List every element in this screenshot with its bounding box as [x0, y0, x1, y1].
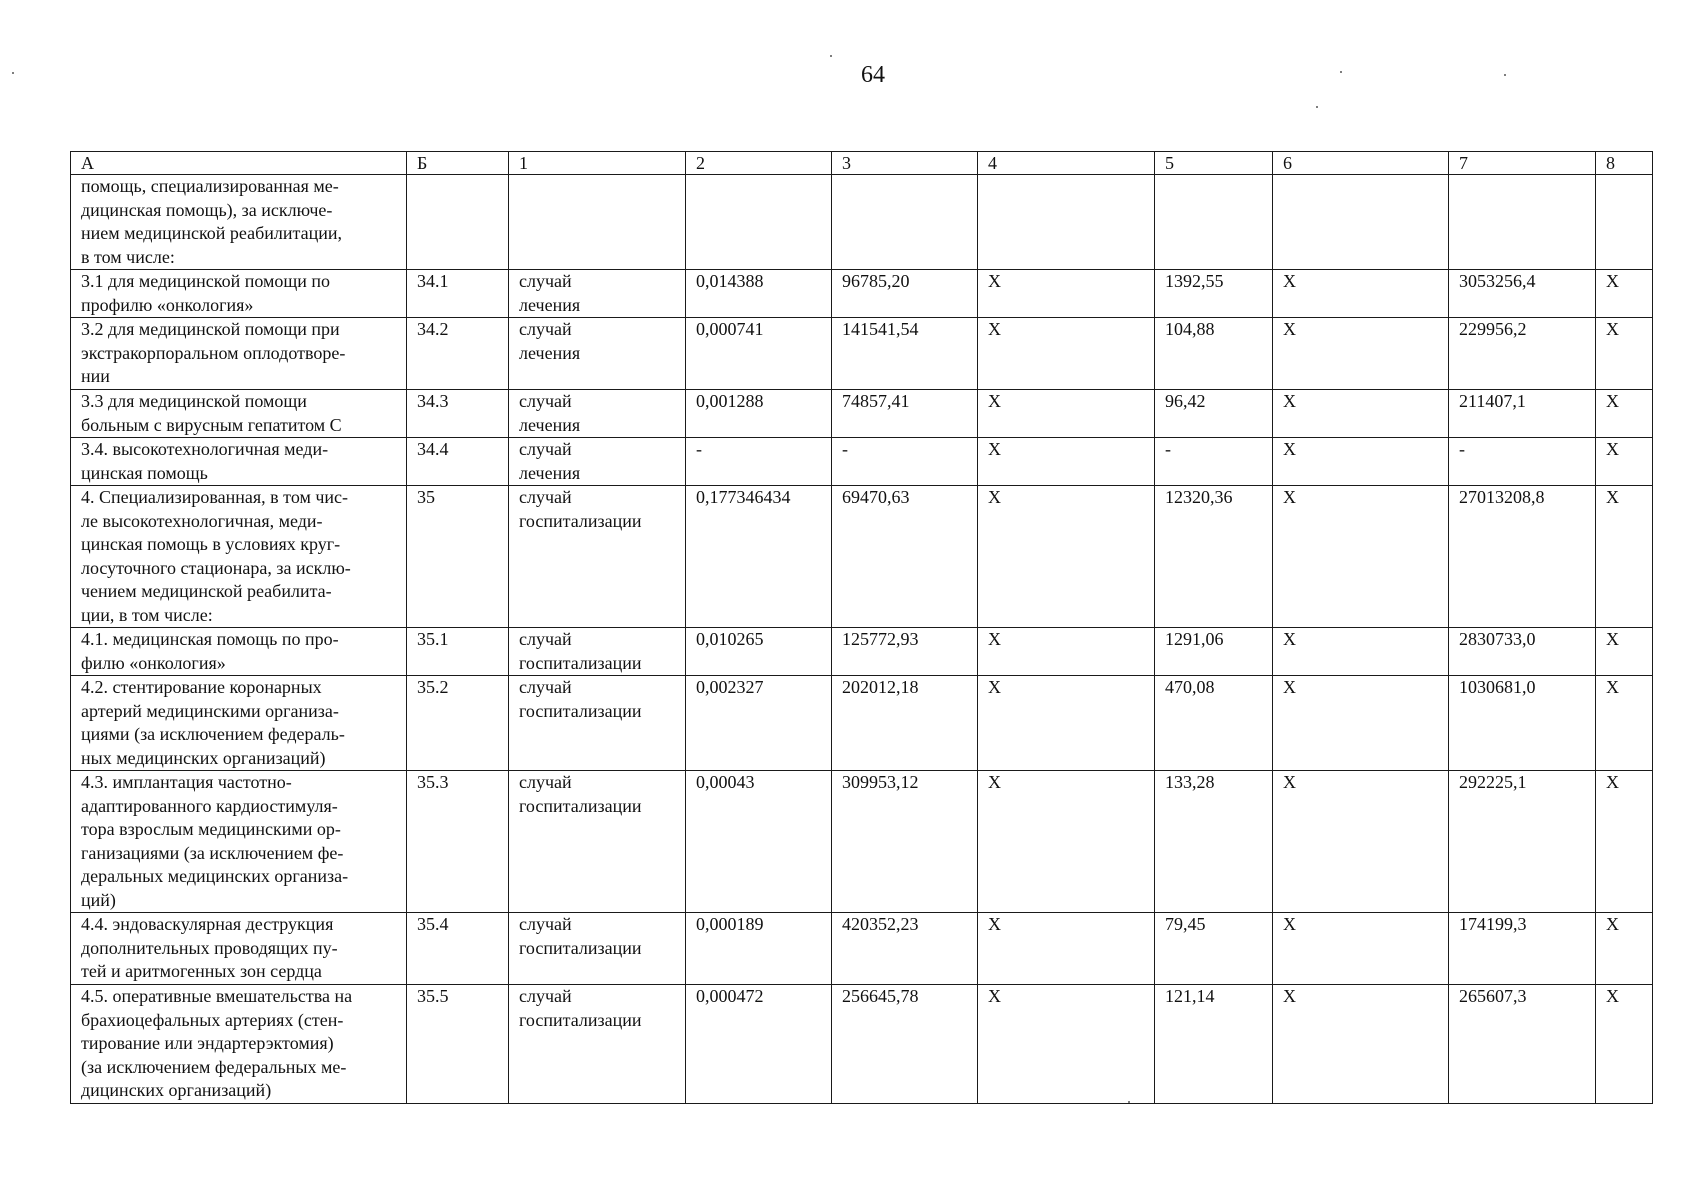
cell-col-7: 27013208,8 [1449, 486, 1596, 628]
cell-col-7: - [1449, 438, 1596, 486]
cell-name: 4.5. оперативные вмешательства на брахиоцефальных артериях (стен- тирование или эндартерэктомия) (за исключением федеральных ме- дицинских организаций) [71, 985, 407, 1104]
cell-col-8 [1596, 175, 1653, 270]
cell-col-6: Х [1273, 913, 1449, 985]
cell-col-7: 1030681,0 [1449, 676, 1596, 771]
cell-col-7: 2830733,0 [1449, 628, 1596, 676]
cell-code: 34.2 [407, 318, 509, 390]
cell-col-5: 104,88 [1155, 318, 1273, 390]
cell-name: 3.2 для медицинской помощи при экстракорпоральном оплодотворе- нии [71, 318, 407, 390]
header-cell-2: 2 [686, 152, 832, 175]
cell-col-7: 265607,3 [1449, 985, 1596, 1104]
header-row [71, 152, 1653, 175]
cell-col-6: Х [1273, 438, 1449, 486]
cell-col-8: Х [1596, 438, 1653, 486]
cell-name: 4.2. стентирование коронарных артерий медицинскими организа- циями (за исключением федераль- ных медицинских организаций) [71, 676, 407, 771]
cell-col-8: Х [1596, 985, 1653, 1104]
cell-name: помощь, специализированная ме- дицинская помощь), за исключе- нием медицинской реабилитации, в том числе: [71, 175, 407, 270]
table-row [71, 486, 1653, 628]
scan-speck [1340, 71, 1342, 73]
cell-col-5: 1291,06 [1155, 628, 1273, 676]
cell-name: 3.4. высокотехнологичная меди- цинская помощь [71, 438, 407, 486]
cell-code: 35.2 [407, 676, 509, 771]
cell-col-2: 0,00043 [686, 771, 832, 913]
cell-col-6: Х [1273, 486, 1449, 628]
cell-col-8: Х [1596, 318, 1653, 390]
cell-name: 4.4. эндоваскулярная деструкция дополнительных проводящих пу- тей и аритмогенных зон сердца [71, 913, 407, 985]
scan-speck [12, 72, 14, 74]
table-row [71, 771, 1653, 913]
cell-col-6: Х [1273, 985, 1449, 1104]
cell-col-2: 0,177346434 [686, 486, 832, 628]
cell-col-4: Х [978, 913, 1155, 985]
cell-col-5: 133,28 [1155, 771, 1273, 913]
cell-col-2: 0,010265 [686, 628, 832, 676]
cell-unit: случай госпитализации [509, 628, 686, 676]
cell-col-6: Х [1273, 270, 1449, 318]
cell-col-3: 74857,41 [832, 390, 978, 438]
cell-code: 35.1 [407, 628, 509, 676]
cell-col-6: Х [1273, 390, 1449, 438]
cell-col-5 [1155, 175, 1273, 270]
table-row [71, 676, 1653, 771]
cell-col-3 [832, 175, 978, 270]
table-row [71, 270, 1653, 318]
cell-col-2 [686, 175, 832, 270]
cell-code: 35.5 [407, 985, 509, 1104]
cell-unit: случай лечения [509, 318, 686, 390]
cell-col-2: 0,001288 [686, 390, 832, 438]
cell-col-6 [1273, 175, 1449, 270]
cell-col-8: Х [1596, 676, 1653, 771]
cell-col-6: Х [1273, 771, 1449, 913]
scan-speck [1316, 106, 1318, 108]
cell-unit: случай госпитализации [509, 985, 686, 1104]
cell-unit: случай лечения [509, 438, 686, 486]
cell-name: 4.1. медицинская помощь по про- филю «онкология» [71, 628, 407, 676]
cell-unit [509, 175, 686, 270]
scan-speck [1504, 74, 1506, 76]
cell-col-7: 211407,1 [1449, 390, 1596, 438]
cell-col-3: 309953,12 [832, 771, 978, 913]
cell-unit: случай лечения [509, 390, 686, 438]
header-cell-5: 5 [1155, 152, 1273, 175]
cell-unit: случай лечения [509, 270, 686, 318]
table-row [71, 390, 1653, 438]
cell-col-4: Х [978, 628, 1155, 676]
cell-code: 35.4 [407, 913, 509, 985]
cell-col-4 [978, 175, 1155, 270]
header-cell-8: 8 [1596, 152, 1653, 175]
cell-col-7 [1449, 175, 1596, 270]
cell-name: 4. Специализированная, в том чис- ле высокотехнологичная, меди- цинская помощь в условиях круг- лосуточного стационара, за исклю- чением медицинской реабилита- ции, в том числе: [71, 486, 407, 628]
cell-name: 3.1 для медицинской помощи по профилю «онкология» [71, 270, 407, 318]
cell-col-3: 202012,18 [832, 676, 978, 771]
table-row [71, 175, 1653, 270]
scan-speck [830, 55, 832, 57]
cell-col-3: - [832, 438, 978, 486]
header-cell-6: 6 [1273, 152, 1449, 175]
cell-col-5: 96,42 [1155, 390, 1273, 438]
cell-col-8: Х [1596, 628, 1653, 676]
cell-col-5: 470,08 [1155, 676, 1273, 771]
cell-code: 34.3 [407, 390, 509, 438]
cell-col-3: 141541,54 [832, 318, 978, 390]
table-row [71, 318, 1653, 390]
cell-col-6: Х [1273, 628, 1449, 676]
table-row [71, 913, 1653, 985]
header-cell-4: 4 [978, 152, 1155, 175]
cell-col-2: 0,000472 [686, 985, 832, 1104]
cell-unit: случай госпитализации [509, 771, 686, 913]
cell-col-5: 12320,36 [1155, 486, 1273, 628]
header-cell-b: Б [407, 152, 509, 175]
cell-code: 34.4 [407, 438, 509, 486]
cell-col-3: 256645,78 [832, 985, 978, 1104]
cell-col-4: Х [978, 771, 1155, 913]
cell-col-2: 0,014388 [686, 270, 832, 318]
cell-col-4: Х [978, 486, 1155, 628]
cell-name: 3.3 для медицинской помощи больным с вирусным гепатитом С [71, 390, 407, 438]
cell-code [407, 175, 509, 270]
cell-col-8: Х [1596, 771, 1653, 913]
cell-col-4: Х [978, 985, 1155, 1104]
cell-col-4: Х [978, 270, 1155, 318]
cell-col-2: - [686, 438, 832, 486]
cell-col-8: Х [1596, 270, 1653, 318]
cell-col-4: Х [978, 438, 1155, 486]
header-cell-3: 3 [832, 152, 978, 175]
cell-col-5: 121,14 [1155, 985, 1273, 1104]
header-cell-7: 7 [1449, 152, 1596, 175]
cell-unit: случай госпитализации [509, 676, 686, 771]
cell-unit: случай госпитализации [509, 486, 686, 628]
cell-col-6: Х [1273, 318, 1449, 390]
cell-name: 4.3. имплантация частотно- адаптированного кардиостимуля- тора взрослым медицинскими ор- ганизациями (за исключением фе- деральных медицинских организа- ций) [71, 771, 407, 913]
table-body [71, 175, 1653, 1104]
cell-col-4: Х [978, 676, 1155, 771]
cell-col-7: 174199,3 [1449, 913, 1596, 985]
cell-col-5: 79,45 [1155, 913, 1273, 985]
cell-col-8: Х [1596, 913, 1653, 985]
cell-code: 35.3 [407, 771, 509, 913]
cell-col-7: 3053256,4 [1449, 270, 1596, 318]
cell-col-4: Х [978, 318, 1155, 390]
cell-code: 34.1 [407, 270, 509, 318]
cell-col-3: 420352,23 [832, 913, 978, 985]
cell-col-2: 0,002327 [686, 676, 832, 771]
header-cell-1: 1 [509, 152, 686, 175]
cell-unit: случай госпитализации [509, 913, 686, 985]
data-table [70, 151, 1653, 1104]
table-row [71, 985, 1653, 1104]
cell-col-3: 69470,63 [832, 486, 978, 628]
table-row [71, 438, 1653, 486]
cell-col-6: Х [1273, 676, 1449, 771]
cell-col-8: Х [1596, 390, 1653, 438]
cell-col-8: Х [1596, 486, 1653, 628]
cell-code: 35 [407, 486, 509, 628]
cell-col-3: 96785,20 [832, 270, 978, 318]
cell-col-2: 0,000741 [686, 318, 832, 390]
cell-col-5: 1392,55 [1155, 270, 1273, 318]
cell-col-7: 229956,2 [1449, 318, 1596, 390]
header-cell-a: А [71, 152, 407, 175]
cell-col-7: 292225,1 [1449, 771, 1596, 913]
table-row [71, 628, 1653, 676]
cell-col-5: - [1155, 438, 1273, 486]
cell-col-3: 125772,93 [832, 628, 978, 676]
cell-col-2: 0,000189 [686, 913, 832, 985]
cell-col-4: Х [978, 390, 1155, 438]
page-number: 64 [861, 62, 885, 88]
